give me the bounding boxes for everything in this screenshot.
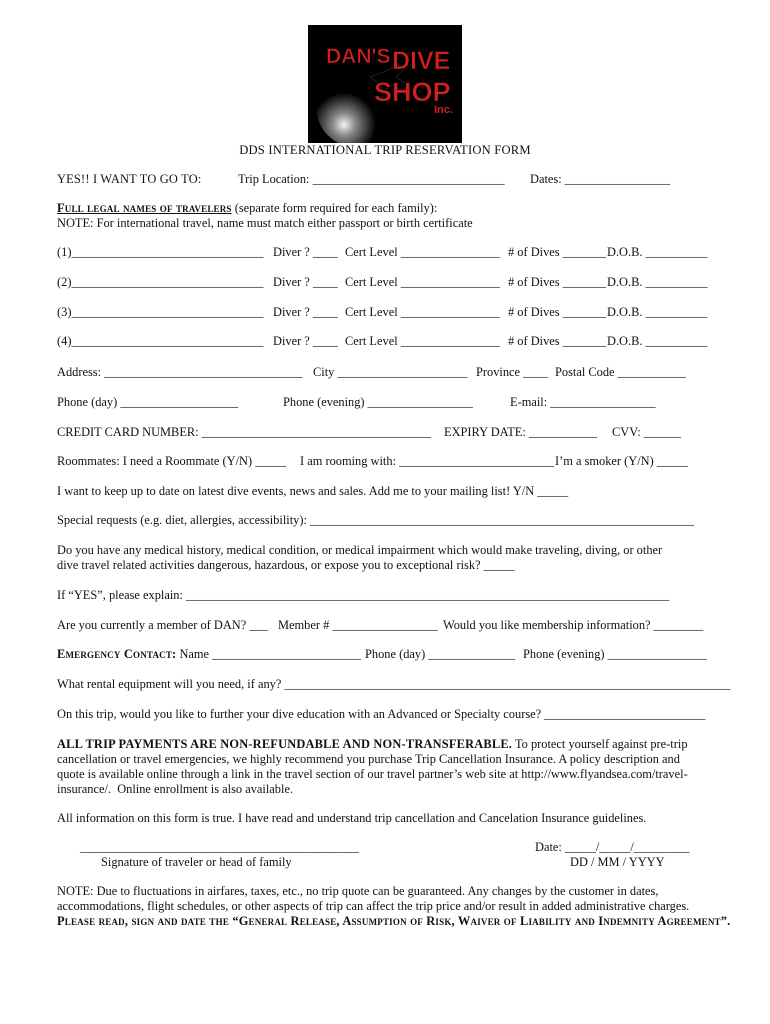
names-note: NOTE: For international travel, name must match either passport or birth certificate bbox=[57, 216, 473, 230]
province-field[interactable]: Province ____ bbox=[476, 365, 548, 379]
dob-field[interactable]: D.O.B. __________ bbox=[607, 334, 708, 348]
emergency-contact-label: Emergency Contact: bbox=[57, 647, 177, 661]
cert-level-field[interactable]: Cert Level ________________ bbox=[345, 275, 500, 289]
form-title: DDS INTERNATIONAL TRIP RESERVATION FORM bbox=[239, 143, 531, 157]
trip-location-field[interactable]: Trip Location: _______________________________ bbox=[238, 172, 505, 186]
rental-equipment-field[interactable]: What rental equipment will you need, if any? ________________________________________________________________________ bbox=[57, 677, 731, 691]
phone-day-field[interactable]: Phone (day) ___________________ bbox=[57, 395, 239, 409]
explain-field[interactable]: If “YES”, please explain: ______________________________________________________________________________ bbox=[57, 588, 670, 602]
payments-text: To protect yourself against pre-trip bbox=[512, 737, 688, 751]
dive-education-field[interactable]: On this trip, would you like to further your dive education with an Advanced or Specialty course? __________________________ bbox=[57, 707, 706, 721]
payments-line2: cancellation or travel emergencies, we highly recommend you purchase Trip Cancellation Insurance. A policy description and bbox=[57, 752, 680, 766]
cert-level-field[interactable]: Cert Level ________________ bbox=[345, 305, 500, 319]
payments-line4: insurance/. Online enrollment is also available. bbox=[57, 782, 294, 796]
postal-code-field[interactable]: Postal Code ___________ bbox=[555, 365, 686, 379]
medical-question-line1: Do you have any medical history, medical condition, or medical impairment which would make traveling, diving, or other bbox=[57, 543, 663, 557]
special-requests-field[interactable]: Special requests (e.g. diet, allergies, accessibility): ______________________________________________________________ bbox=[57, 513, 695, 527]
date-format-label: DD / MM / YYYY bbox=[570, 855, 665, 869]
traveler-name-field[interactable]: (4)_______________________________ bbox=[57, 334, 264, 348]
signature-line[interactable]: _____________________________________________ bbox=[80, 840, 359, 854]
email-field[interactable]: E-mail: _________________ bbox=[510, 395, 656, 409]
note-line3: Please read, sign and date the “General Release, Assumption of Risk, Waiver of Liability and Indemnity Agreement”. bbox=[57, 914, 731, 928]
diver-field[interactable]: Diver ? ____ bbox=[273, 245, 338, 259]
logo-line3: SHOP bbox=[374, 77, 451, 107]
names-heading-rest: (separate form required for each family): bbox=[231, 201, 438, 215]
traveler-name-field[interactable]: (3)_______________________________ bbox=[57, 305, 264, 319]
dives-count-field[interactable]: # of Dives _______ bbox=[508, 305, 607, 319]
expiry-date-field[interactable]: EXPIRY DATE: ___________ bbox=[444, 425, 598, 439]
traveler-name-field[interactable]: (1)_______________________________ bbox=[57, 245, 264, 259]
dan-member-field[interactable]: Are you currently a member of DAN? ___ bbox=[57, 618, 268, 632]
emergency-contact-row bbox=[57, 647, 361, 662]
mailing-list-field[interactable]: I want to keep up to date on latest dive events, news and sales. Add me to your mailing list! Y/N _____ bbox=[57, 484, 569, 498]
member-number-field[interactable]: Member # _________________ bbox=[278, 618, 438, 632]
emergency-phone-day-field[interactable]: Phone (day) ______________ bbox=[365, 647, 516, 661]
cert-level-field[interactable]: Cert Level ________________ bbox=[345, 334, 500, 348]
diver-field[interactable]: Diver ? ____ bbox=[273, 275, 338, 289]
traveler-name-field[interactable]: (2)_______________________________ bbox=[57, 275, 264, 289]
payments-line3: quote is available online through a link in the travel section of our travel partner’s web site at http://www.flyandsea.com/travel- bbox=[57, 767, 688, 781]
diver-field[interactable]: Diver ? ____ bbox=[273, 334, 338, 348]
dob-field[interactable]: D.O.B. __________ bbox=[607, 305, 708, 319]
city-field[interactable]: City _____________________ bbox=[313, 365, 468, 379]
certification-statement: All information on this form is true. I have read and understand trip cancellation and Cancelation Insurance guidelines. bbox=[57, 811, 647, 825]
dives-count-field[interactable]: # of Dives _______ bbox=[508, 245, 607, 259]
signature-date-field[interactable]: Date: _____/_____/_________ bbox=[535, 840, 690, 854]
dives-count-field[interactable]: # of Dives _______ bbox=[508, 275, 607, 289]
logo-suffix: Inc. bbox=[434, 104, 453, 116]
logo-line2: DIVE bbox=[392, 47, 451, 75]
membership-info-field[interactable]: Would you like membership information? ________ bbox=[443, 618, 704, 632]
yes-label: YES!! I WANT TO GO TO: bbox=[57, 172, 202, 186]
emergency-name-field[interactable]: Name ________________________ bbox=[176, 647, 361, 661]
dob-field[interactable]: D.O.B. __________ bbox=[607, 245, 708, 259]
phone-evening-field[interactable]: Phone (evening) _________________ bbox=[283, 395, 473, 409]
smoker-field[interactable]: I’m a smoker (Y/N) _____ bbox=[555, 454, 688, 468]
logo-line1: DAN'S bbox=[326, 45, 391, 68]
note-line1: NOTE: Due to fluctuations in airfares, taxes, etc., no trip quote can be guaranteed. Any changes by the customer in dates, bbox=[57, 884, 659, 898]
roommate-field[interactable]: Roommates: I need a Roommate (Y/N) _____ bbox=[57, 454, 287, 468]
names-heading bbox=[57, 201, 437, 216]
cvv-field[interactable]: CVV: ______ bbox=[612, 425, 681, 439]
cert-level-field[interactable]: Cert Level ________________ bbox=[345, 245, 500, 259]
credit-card-field[interactable]: CREDIT CARD NUMBER: _____________________________________ bbox=[57, 425, 431, 439]
payments-bold: ALL TRIP PAYMENTS ARE NON-REFUNDABLE AND NON-TRANSFERABLE. bbox=[57, 737, 513, 751]
dans-dive-shop-logo bbox=[308, 25, 462, 143]
dates-field[interactable]: Dates: _________________ bbox=[530, 172, 671, 186]
dives-count-field[interactable]: # of Dives _______ bbox=[508, 334, 607, 348]
payments-line1 bbox=[57, 737, 688, 752]
emergency-phone-evening-field[interactable]: Phone (evening) ________________ bbox=[523, 647, 707, 661]
address-field[interactable]: Address: ________________________________ bbox=[57, 365, 303, 379]
medical-question-field[interactable]: dive travel related activities dangerous, hazardous, or expose you to exceptional risk? _____ bbox=[57, 558, 515, 572]
signature-label: Signature of traveler or head of family bbox=[101, 855, 292, 869]
dob-field[interactable]: D.O.B. __________ bbox=[607, 275, 708, 289]
note-line2: accommodations, flight schedules, or other aspects of trip can affect the trip price and/or result in added administrative charges. bbox=[57, 899, 690, 913]
names-heading-bold: Full legal names of travelers bbox=[57, 201, 232, 215]
diver-field[interactable]: Diver ? ____ bbox=[273, 305, 338, 319]
rooming-with-field[interactable]: I am rooming with: _________________________ bbox=[300, 454, 554, 468]
